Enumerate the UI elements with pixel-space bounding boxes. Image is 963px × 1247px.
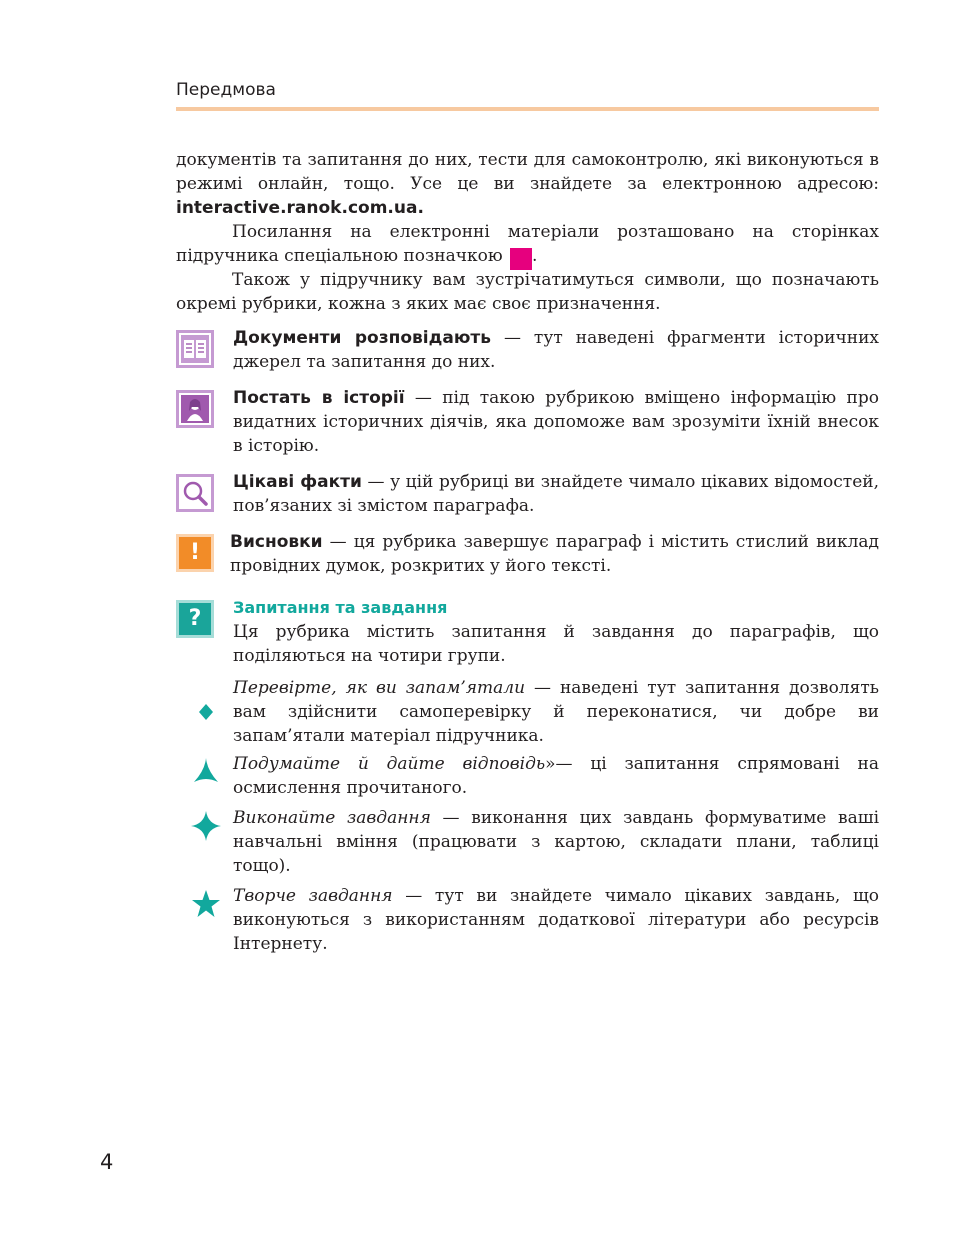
exclamation-icon: ! (176, 534, 214, 572)
level-title: Творче завдання (233, 886, 393, 906)
questions-description: Ця рубрика містить запитання й завдання до параграфів, що поділяються на чотири групи. (233, 622, 879, 666)
level-creative-text (233, 884, 879, 956)
magnifier-icon (176, 474, 214, 512)
level-description: — наведені тут запитання дозволять вам здійснити самоперевірку й переконатися, чи добре ви запам’ятали матеріал підручника. (233, 678, 879, 746)
level-title: Перевірте, як ви запам’ятали (233, 678, 526, 698)
rubric-description: — ця рубрика завершує параграф і містить стислий виклад провідних думок, розкритих у його тексті. (230, 532, 879, 576)
interactive-i-icon: i (510, 248, 532, 270)
rubric-title: Висновки (230, 532, 323, 552)
running-header: Передмова (176, 80, 276, 100)
rubric-title: Документи розповідають (233, 328, 491, 348)
three-point-star-icon (192, 756, 220, 784)
header-divider (176, 107, 879, 111)
open-book-icon (176, 330, 214, 368)
intro-text-2: Посилання на електронні матеріали розташовано на сторінках підручника спеціальною позначкою (176, 222, 879, 266)
portrait-icon (176, 390, 214, 428)
rubric-description: — тут наведені фрагменти історичних джерел та запитання до них. (233, 328, 879, 372)
intro-text-1: документів та запитання до них, тести для самоконтролю, які виконуються в режимі онлайн, тощо. Усе це ви знайдете за електронною адресою: (176, 150, 879, 194)
level-description: »— ці запитання спрямовані на осмислення прочитаного. (233, 754, 879, 798)
rubric-description: — у цій рубриці ви знайдете чимало цікавих відомостей, пов’язаних зі змістом параграфа. (233, 472, 879, 516)
level-description: — виконання цих завдань формуватиме ваші навчальні вміння (працювати з картою, складати плани, таблиці тощо). (233, 808, 880, 876)
rubric-documents-text (233, 326, 879, 374)
rubric-facts-text (233, 470, 879, 518)
intro-text-2-end: . (532, 246, 538, 266)
rubric-title: Постать в історії (233, 388, 405, 408)
level-think-text (233, 752, 879, 800)
rubric-description: — під такою рубрикою вміщено інформацію про видатних історичних діячів, яка допоможе вам зрозуміти їхній внесок в історію. (233, 388, 879, 456)
rubric-person-text (233, 386, 879, 458)
level-title: Подумайте й дайте відповідь (233, 754, 546, 774)
four-point-star-icon (190, 810, 222, 842)
rubric-conclusions-text (230, 530, 879, 578)
page-number: 4 (100, 1150, 114, 1174)
level-title: Виконайте завдання (233, 808, 431, 828)
intro-paragraph-1 (176, 148, 879, 220)
questions-block (233, 596, 879, 668)
website-link[interactable]: interactive.ranok.com.ua. (176, 198, 424, 218)
diamond-icon (192, 698, 220, 726)
question-icon: ? (176, 600, 214, 638)
five-point-star-icon (190, 888, 222, 920)
level-remember-text (233, 676, 879, 748)
intro-paragraph-2 (176, 220, 879, 270)
intro-paragraph-3: Також у підручнику вам зустрічатимуться символи, що позначають окремі рубрики, кожна з яких має своє призначення. (176, 270, 879, 314)
questions-title: Запитання та завдання (233, 598, 448, 617)
level-do-text (233, 806, 879, 878)
rubric-title: Цікаві факти (233, 472, 362, 492)
level-description: — тут ви знайдете чимало цікавих завдань, що виконуються з використанням додаткової літератури або ресурсів Інтернету. (233, 886, 879, 954)
